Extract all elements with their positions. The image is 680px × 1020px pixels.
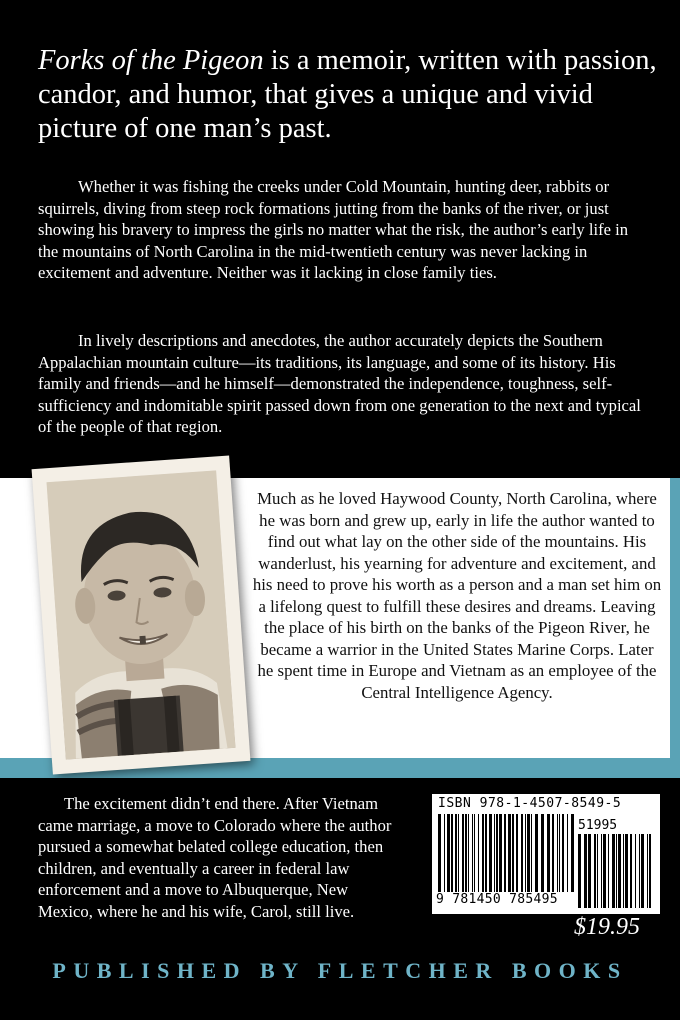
barcode-bar xyxy=(567,814,568,892)
barcode-bar xyxy=(557,814,558,892)
barcode-bar xyxy=(641,834,644,908)
barcode-bar xyxy=(474,814,475,892)
barcode-bar xyxy=(616,834,617,908)
barcode-bar xyxy=(603,834,606,908)
publisher-line: PUBLISHED BY FLETCHER BOOKS xyxy=(52,958,628,983)
headline xyxy=(38,44,658,146)
barcode-bar xyxy=(465,814,467,892)
barcode-bar xyxy=(444,814,445,892)
barcode-bar xyxy=(451,814,453,892)
barcode-bar xyxy=(462,814,464,892)
barcode-bar xyxy=(649,834,651,908)
headline-rest: is a memoir, written with passion, candor, and humor, that gives a unique and vivid picture of one man’s past. xyxy=(38,45,657,144)
barcode-bar xyxy=(608,834,609,908)
barcode-bar xyxy=(521,814,523,892)
barcode-bar xyxy=(525,814,526,892)
barcode-box xyxy=(432,794,660,914)
barcode-bar xyxy=(630,834,632,908)
price-addon-code: 51995 xyxy=(578,818,618,833)
barcode-bar xyxy=(504,814,506,892)
author-childhood-photo xyxy=(47,470,236,759)
barcode-bar xyxy=(508,814,511,892)
barcode-bar xyxy=(472,814,473,892)
barcode-bar xyxy=(559,814,560,892)
barcode-bar xyxy=(562,814,564,892)
barcode-bar xyxy=(552,814,554,892)
barcode-bar xyxy=(623,834,624,908)
barcode-bar xyxy=(468,814,469,892)
barcode-bar xyxy=(625,834,628,908)
barcode-bar xyxy=(541,814,544,892)
barcode-bar xyxy=(489,814,492,892)
barcode-bar xyxy=(597,834,598,908)
barcode-bar xyxy=(527,814,530,892)
barcode-bar xyxy=(482,814,484,892)
barcode-bar xyxy=(594,834,596,908)
barcode-bar xyxy=(485,814,487,892)
barcode-bar xyxy=(458,814,459,892)
barcode-bar xyxy=(478,814,479,892)
barcode-bar xyxy=(635,834,636,908)
barcode-bar xyxy=(496,814,498,892)
barcode-bar xyxy=(516,814,518,892)
barcode-bar xyxy=(447,814,450,892)
barcode-bar xyxy=(588,834,591,908)
barcode-bar xyxy=(618,834,621,908)
barcode-bar xyxy=(512,814,514,892)
barcode-bar xyxy=(571,814,574,892)
barcode-bar xyxy=(494,814,495,892)
ean-barcode xyxy=(438,814,574,892)
book-title: Forks of the Pigeon xyxy=(38,45,264,76)
barcode-bar xyxy=(601,834,602,908)
teal-edge xyxy=(670,478,680,778)
barcode-bar xyxy=(584,834,587,908)
author-photo-frame xyxy=(32,455,251,774)
boy-portrait-illustration xyxy=(47,470,236,759)
barcode-bar xyxy=(499,814,502,892)
barcode-bar xyxy=(578,834,581,908)
barcode-bar xyxy=(455,814,457,892)
paragraph-childhood: Whether it was fishing the creeks under Cold Mountain, hunting deer, rabbits or squirrels, diving from steep rock formations jutting from the banks of the river, or just showing his bravery to impress the girls no matter what the risk, the author’s early life in the mountains of North Carolina in the mid-twentieth century was never lacking in excitement and adventure. Neither was it lacking in close family ties. xyxy=(38,177,629,282)
barcode-bar xyxy=(438,814,441,892)
barcode-bar xyxy=(612,834,615,908)
author-bio: Much as he loved Haywood County, North Carolina, where he was born and grew up, early in life the author wanted to find out what lay on the other side of the mountains. His wanderlust, his yearning for adventure and excitement, and his need to prove his worth as a person and a man set him on a lifelong quest to fulfill these desires and dreams. Leaving the place of his birth on the banks of the Pigeon River, he became a warrior in the United States Marine Corps. Later he spent time in Europe and Vietnam as an employee of the Central Intelligence Agency. xyxy=(252,489,662,702)
barcode-bar xyxy=(531,814,532,892)
barcode-bar xyxy=(647,834,648,908)
barcode-bar xyxy=(547,814,550,892)
addon-barcode xyxy=(578,834,654,908)
price: $19.95 xyxy=(574,914,640,940)
isbn-text: ISBN 978-1-4507-8549-5 xyxy=(438,796,622,811)
paragraph-culture: In lively descriptions and anecdotes, the author accurately depicts the Southern Appalachian mountain culture—its traditions, its language, and some of its history. His family and friends—and he himself—demonstrated the independence, toughness, self-sufficiency and indomitable spirit passed down from one generation to the next and typical of the people of that region. xyxy=(38,331,641,436)
barcode-bar xyxy=(639,834,640,908)
ean-digits: 9 781450 785495 xyxy=(436,892,558,907)
closing-paragraph: The excitement didn’t end there. After Vietnam came marriage, a move to Colorado where the author pursued a somewhat belated college education, then children, and eventually a career in federal law enforcement and a move to Albuquerque, New Mexico, where he and his wife, Carol, still live. xyxy=(38,794,392,921)
barcode-bar xyxy=(535,814,538,892)
